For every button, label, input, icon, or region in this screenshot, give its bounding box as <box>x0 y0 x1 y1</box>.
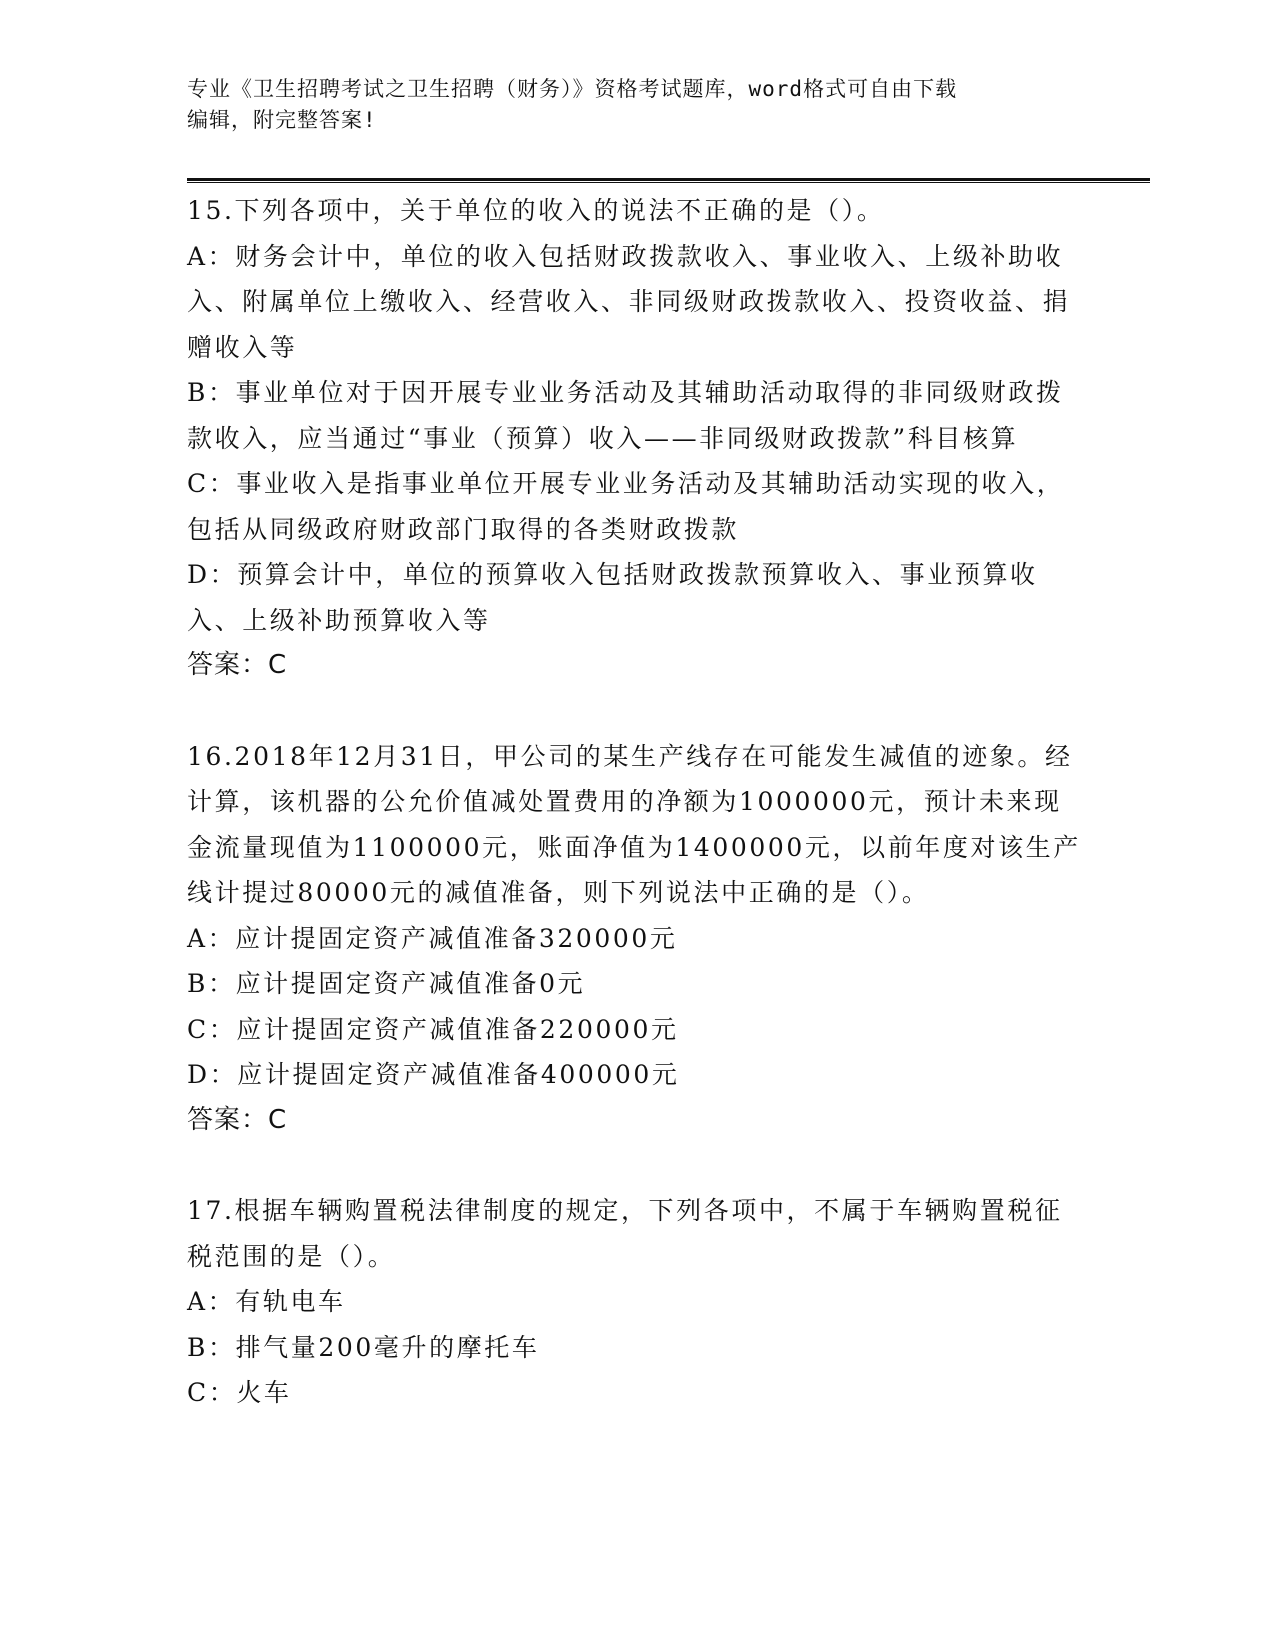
option-a: A：应计提固定资产减值准备320000元 <box>187 923 678 953</box>
option-c: C：应计提固定资产减值准备220000元 <box>187 1014 679 1044</box>
question-list <box>187 188 1087 1461</box>
header-line-2: 编辑，附完整答案! <box>187 108 377 132</box>
option-c: C：火车 <box>187 1378 292 1407</box>
option-b: B：应计提固定资产减值准备0元 <box>187 969 586 998</box>
document-header <box>187 74 1087 136</box>
option-a: A：有轨电车 <box>187 1287 346 1316</box>
option-b: B：排气量200毫升的摩托车 <box>187 1332 540 1362</box>
option-a: A：财务会计中，单位的收入包括财政拨款收入、事业收入、上级补助收入、附属单位上缴收入、经营收入、非同级财政拨款收入、投资收益、捐赠收入等 <box>187 241 1071 362</box>
answer-label: 答案：C <box>187 650 288 680</box>
question-16 <box>187 734 1087 1144</box>
header-divider <box>187 178 1150 183</box>
header-line-1: 专业《卫生招聘考试之卫生招聘（财务）》资格考试题库，word格式可自由下载 <box>187 77 958 101</box>
question-stem: 15.下列各项中，关于单位的收入的说法不正确的是（）。 <box>187 196 885 225</box>
question-stem: 16.2018年12月31日，甲公司的某生产线存在可能发生减值的迹象。经计算，该机器的公允价值减处置费用的净额为1000000元，预计未来现金流量现值为1100000元，账面净值为1400000元，以前年度对该生产线计提过80000元的减值准备，则下列说法中正确的是（）。 <box>187 741 1081 907</box>
question-17 <box>187 1188 1087 1416</box>
answer-label: 答案：C <box>187 1104 288 1135</box>
question-stem: 17.根据车辆购置税法律制度的规定，下列各项中，不属于车辆购置税征税范围的是（）。 <box>187 1196 1063 1271</box>
option-b: B：事业单位对于因开展专业业务活动及其辅助活动取得的非同级财政拨款收入，应当通过“事业（预算）收入——非同级财政拨款”科目核算 <box>187 378 1064 453</box>
option-c: C：事业收入是指事业单位开展专业业务活动及其辅助活动实现的收入，包括从同级政府财政部门取得的各类财政拨款 <box>187 469 1065 544</box>
option-d: D：预算会计中，单位的预算收入包括财政拨款预算收入、事业预算收入、上级补助预算收入等 <box>187 560 1038 635</box>
question-15 <box>187 188 1087 689</box>
option-d: D：应计提固定资产减值准备400000元 <box>187 1060 680 1089</box>
